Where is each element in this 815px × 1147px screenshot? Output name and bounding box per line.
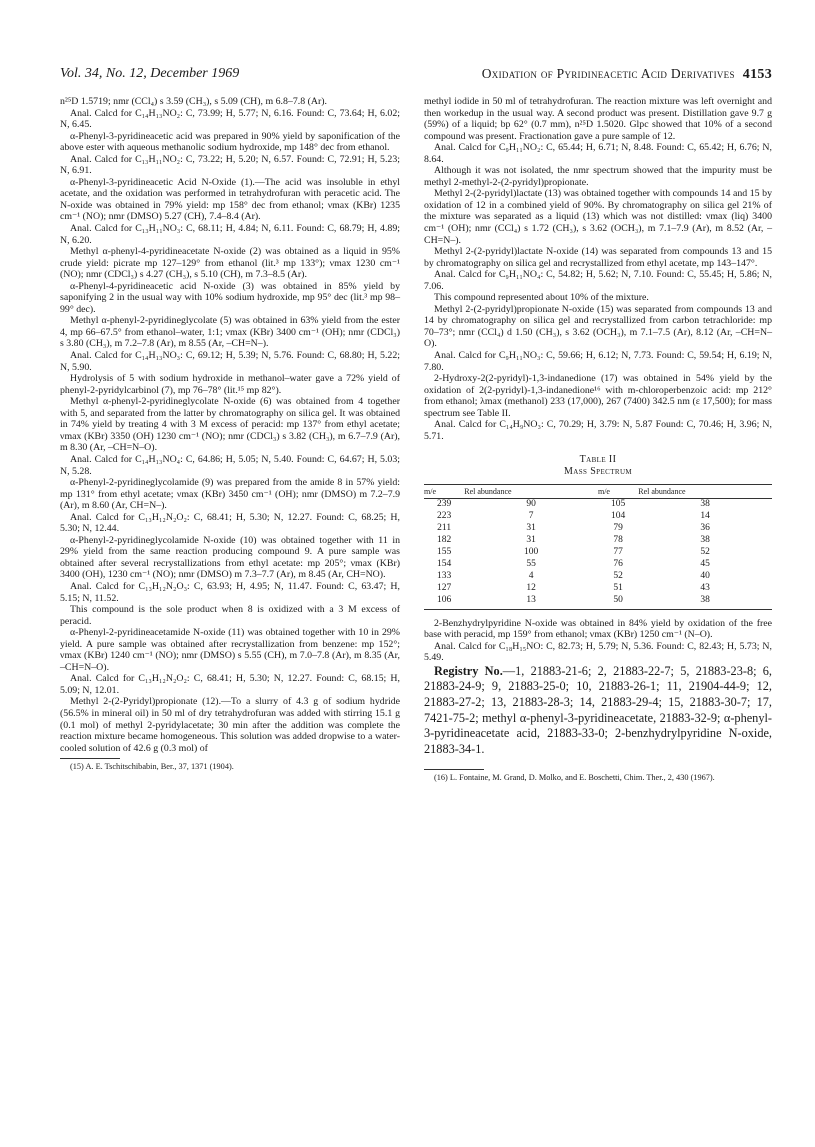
column-header: m/e [598, 485, 638, 499]
paragraph: Anal. Calcd for C₁₃H₁₂N₂O₂: C, 68.41; H, 5.30; N, 12.27. Found: C, 68.25; H, 5.30; N, 12.44. [60, 511, 400, 535]
paragraph: α-Phenyl-3-pyridineacetic Acid N-Oxide (1).—The acid was insoluble in ethyl acetate, and the oxidation was performed in tetrahydrofuran with peracetic acid. The N-oxide was obtained in 79% yield: mp 158° dec from ethanol; νmax (KBr) 1235 cm⁻¹ (NO); nmr (DMSO) 5.27 (CH), 7.4–8.4 (Ar). [60, 176, 400, 223]
right-column [424, 96, 772, 783]
table-cell: 154 [437, 558, 452, 569]
paragraph: Anal. Calcd for C₉H₁₁NO₃: C, 59.66; H, 6.12; N, 7.73. Found: C, 59.54; H, 6.19; N, 7.80. [424, 350, 772, 373]
column-header: Rel abundance [464, 485, 598, 499]
table-cell: 100 [524, 547, 539, 558]
table-row [424, 583, 772, 595]
journal-info: Vol. 34, No. 12, December 1969 [60, 66, 240, 81]
paragraph: Anal. Calcd for C₁₃H₁₂N₂O₃: C, 63.93; H, 4.95; N, 11.47. Found: C, 63.47; H, 5.15; N, 11.52. [60, 580, 400, 604]
table-cell: 14 [700, 511, 710, 522]
table-cell: 4 [528, 570, 534, 581]
paragraph: Anal. Calcd for C₉H₁₁NO₂: C, 65.44; H, 6.71; N, 8.48. Found: C, 65.42; H, 6.76; N, 8.64. [424, 142, 772, 165]
running-title-text: Oxidation of Pyridineacetic Acid Derivatives [481, 66, 735, 81]
footnote-divider [424, 769, 484, 770]
table-cell: 13 [464, 595, 598, 609]
paragraph: Methyl 2-(2-pyridyl)lactate N-oxide (14) was separated from compounds 13 and 15 by chromatography on silica gel and recrystallized from ethyl acetate, mp 143–147°. [424, 246, 772, 269]
table-cell: 12 [526, 582, 536, 593]
table-cell: 31 [526, 523, 536, 534]
paragraph: Methyl α-phenyl-4-pyridineacetate N-oxide (2) was obtained as a liquid in 95% crude yield: picrate mp 127–129° from ethanol (lit.³ mp 133°); νmax 1230 cm⁻¹ (NO); nmr (CDCl₃) s 4.27 (CH₃), s 5.10 (CH), m 7.3–8.5 (Ar). [60, 246, 400, 281]
paragraph: methyl iodide in 50 ml of tetrahydrofuran. The reaction mixture was left overnight and then workedup in the usual way. A second product was present. Distillation gave 9.7 g (59%) of a liquid; bp 62° (0.7 mm), n²⁵D 1.5020. Glpc showed that 10% of a second compound was present. Fractionation gave a pure sample of 12. [424, 96, 772, 142]
table-cell: 7 [528, 511, 534, 522]
paragraph: Anal. Calcd for C₁₃H₁₁NO₂: C, 73.22; H, 5.20; N, 6.57. Found: C, 72.91; H, 5.23; N, 6.91. [60, 153, 400, 177]
paragraph: Although it was not isolated, the nmr spectrum showed that the impurity must be methyl 2-methyl-2-(2-pyridyl)propionate. [424, 165, 772, 188]
paragraph: Anal. Calcd for C₉H₁₁NO₄: C, 54.82; H, 5.62; N, 7.10. Found: C, 55.45; H, 5.86; N, 7.06. [424, 269, 772, 292]
table-row [424, 535, 772, 547]
paragraph: Methyl 2-(2-pyridyl)propionate N-oxide (15) was separated from compounds 13 and 14 by chromatography on silica gel and recrystallized from carbon tetrachloride: mp 70–73°; nmr (CCl₄) d 1.50 (CH₃), s 3.62 (OCH₃), m 7.1–7.5 (Ar), 8.12 (Ar, –CH=N–O). [424, 303, 772, 350]
paragraph: Anal. Calcd for C₁₄H₁₃NO₃: C, 69.12; H, 5.39; N, 5.76. Found: C, 68.80; H, 5.22; N, 5.90. [60, 350, 400, 373]
registry-label: Registry No. [434, 663, 503, 678]
table-cell: 223 [437, 511, 452, 522]
table-cell: 90 [526, 499, 536, 510]
column-header: m/e [424, 485, 464, 499]
paragraph: 2-Benzhydrylpyridine N-oxide was obtained in 84% yield by oxidation of the free base with peracid, mp 159° from ethanol; νmax (KBr) 1250 cm⁻¹ (N–O). [424, 617, 772, 641]
paragraph: α-Phenyl-2-pyridineglycolamide N-oxide (10) was obtained together with 11 in 29% yield from the same reaction producing compound 9. A pure sample was obtained after several recrystallizations from ethyl acetate: mp 205°; νmax (KBr) 3400 (OH), 1230 cm⁻¹ (NO); nmr (DMSO) m 7.3–7.7 (Ar), m 8.45 (Ar, CH=NO). [60, 534, 400, 581]
footnote: (15) A. E. Tschitschibabin, Ber., 37, 1371 (1904). [70, 762, 234, 772]
paragraph: Anal. Calcd for C₁₄H₉NO₃: C, 70.29; H, 3.79: N, 5.87 Found: C, 70.46; H, 3.96; N, 5.71. [424, 419, 772, 442]
table-cell: 76 [613, 558, 623, 569]
table-cell: 239 [437, 499, 452, 510]
table-row [424, 559, 772, 571]
footnote-divider [60, 758, 120, 759]
table-row [424, 547, 772, 559]
paragraph: This compound is the sole product when 8 is oxidized with a 3 M excess of peracid. [60, 604, 400, 627]
registry-numbers [424, 664, 772, 758]
table-cell: 43 [700, 582, 710, 593]
table-cell: 52 [613, 570, 623, 581]
paragraph: Anal. Calcd for C₁₄H₁₃NO₂: C, 73.99; H, 5.77; N, 6.16. Found: C, 73.64; H, 6.02; N, 6.45. [60, 107, 400, 131]
table-cell: 211 [437, 523, 452, 534]
table-cell: 106 [424, 595, 464, 609]
registry-text: —1, 21883-21-6; 2, 21883-22-7; 5, 21883-23-8; 6, 21883-24-9; 9, 21883-25-0; 10, 21883-26-1; 11, 21904-44-9; 12, 21883-27-2; 13, 21883-28-3; 14, 21883-29-4; 15, 21883-30-7; 17, 7421-75-2; methyl α-phenyl-3-pyridineacetate, 21883-32-9; α-phenyl-3-pyridineacetate acid, 21883-33-0; 2-benzhydrylpyridine N-oxide, 21883-34-1. [424, 663, 773, 756]
table-row [424, 523, 772, 535]
table-cell: 38 [638, 595, 772, 609]
paragraph: Hydrolysis of 5 with sodium hydroxide in methanol–water gave a 72% yield of phenyl-2-pyridylcarbinol (7), mp 76–78° (lit.¹⁵ mp 82°). [60, 373, 400, 396]
paragraph: α-Phenyl-2-pyridineglycolamide (9) was prepared from the amide 8 in 57% yield: mp 131° from ethyl acetate; νmax (KBr) 3450 cm⁻¹ (OH); nmr (DMSO) m 7.2–7.9 (Ar), m 8.60 (Ar, CH=N–). [60, 477, 400, 512]
table-cell: 40 [700, 570, 710, 581]
table-row [424, 499, 772, 511]
table-cell: 36 [700, 523, 710, 534]
table-cell: 31 [526, 535, 536, 546]
table-cell: 55 [526, 558, 536, 569]
column-header: Rel abundance [638, 485, 772, 499]
paragraph: Methyl 2-(2-pyridyl)lactate (13) was obtained together with compounds 14 and 15 by oxidation of 12 in a combined yield of 90%. By chromatography on silica gel 21% of the mixture was separated as a liquid (13) which was not distilled: νmax (liq) 3400 cm⁻¹ (OH); nmr (CCl₄) s 1.72 (CH₃), s 3.62 (OCH₃), m 7.1–7.9 (Ar), m 8.52 (Ar, –CH=N–). [424, 188, 772, 246]
table-body [424, 499, 772, 609]
paragraph: n²⁵D 1.5719; nmr (CCl₄) s 3.59 (CH₃), s 5.09 (CH), m 6.8–7.8 (Ar). [60, 96, 327, 107]
paragraph: Anal. Calcd for C₁₃H₁₁NO₃: C, 68.11; H, 4.84; N, 6.11. Found: C, 68.79; H, 4.89; N, 6.20. [60, 223, 400, 246]
paragraph: Methyl α-phenyl-2-pyridineglycolate (5) was obtained in 63% yield from the ester 4, mp 66–67.5° from ethanol–water, 1:1; νmax (KBr) 3400 cm⁻¹ (OH); nmr (CDCl₃) s 3.80 (CH₃), m 7.2–7.8 (Ar), m 8.55 (Ar, –CH=N–). [60, 315, 400, 350]
paragraph: Anal. Calcd for C₁₈H₁₅NO: C, 82.73; H, 5.79; N, 5.36. Found: C, 82.43; H, 5.73; N, 5.49. [424, 640, 772, 664]
page-header [60, 66, 772, 86]
table-cell: 52 [700, 547, 710, 558]
mass-spectrum-table [424, 484, 772, 609]
running-title [482, 66, 772, 83]
table-cell: 38 [700, 499, 710, 510]
table-cell: 104 [610, 511, 626, 522]
page-number: 4153 [742, 67, 772, 82]
table-cell: 133 [437, 570, 452, 581]
table-cell: 79 [613, 523, 623, 534]
table-cell: 127 [437, 582, 452, 593]
paragraph: This compound represented about 10% of the mixture. [434, 292, 649, 304]
paragraph: α-Phenyl-3-pyridineacetic acid was prepared in 90% yield by saponification of the above ester with aqueous methanolic sodium hydroxide, mp 148° dec from ethanol. [60, 130, 400, 154]
table-cell: 45 [700, 558, 710, 569]
table-cell: 182 [437, 535, 452, 546]
table-row [424, 511, 772, 523]
paragraph: Methyl 2-(2-Pyridyl)propionate (12).—To a slurry of 4.3 g of sodium hydride (56.5% in mineral oil) in 50 ml of dry tetrahydrofuran was added with stirring 15.1 g (0.1 mol) of methyl 2-pyridylacetate; 30 min after the addition was complete the reaction mixture became homogeneous. This solution was added dropwise to a water-cooled solution of 42.6 g (0.3 mol) of [60, 696, 400, 754]
table-subtitle: Mass Spectrum [563, 466, 633, 478]
left-column [60, 96, 400, 772]
paragraph: Anal. Calcd for C₁₄H₁₃NO₄: C, 64.86; H, 5.05; N, 5.40. Found: C, 64.67; H, 5.03; N, 5.28. [60, 453, 400, 477]
paragraph: α-Phenyl-2-pyridineacetamide N-oxide (11) was obtained together with 10 in 29% yield. A pure sample was obtained after recrystallization from benzene: mp 152°; νmax (KBr) 1240 cm⁻¹ (NO); nmr (DMSO) s 5.55 (CH), m 7.0–7.8 (Ar), m 8.35 (Ar, –CH=N–O). [60, 627, 400, 673]
table-cell: 78 [613, 535, 623, 546]
table-cell: 51 [613, 582, 623, 593]
table-cell: 155 [437, 547, 452, 558]
table-cell: 77 [613, 547, 623, 558]
paragraph: α-Phenyl-4-pyridineacetic acid N-oxide (3) was obtained in 85% yield by saponifying 2 in the usual way with 10% sodium hydroxide, mp 95° dec (lit.³ mp 98–99° dec). [60, 280, 400, 315]
table-row [424, 595, 772, 609]
footnote: (16) L. Fontaine, M. Grand, D. Molko, and E. Boschetti, Chim. Ther., 2, 430 (1967). [434, 773, 715, 783]
table-row [424, 571, 772, 583]
table-cell: 105 [610, 499, 626, 510]
table-cell: 38 [700, 535, 710, 546]
paragraph: Anal. Calcd for C₁₃H₁₂N₂O₂: C, 68.41; H, 5.30; N, 12.27. Found: C, 68.15; H, 5.09; N, 12.01. [60, 673, 400, 696]
paragraph: Methyl α-phenyl-2-pyridineglycolate N-oxide (6) was obtained from 4 together with 5, and separated from the latter by chromatography on silica gel. It was obtained in 74% yield by treating 4 with 3 M excess of peracid: mp 137° from ethyl acetate; νmax (KBr) 3350 (OH) 1230 cm⁻¹ (NO); nmr (CDCl₃) s 3.82 (CH₃), m 6.7–7.9 (Ar), m 8.30 (Ar, –CH=N–O). [60, 396, 400, 454]
table-title: Table II [579, 454, 617, 466]
table-cell: 50 [598, 595, 638, 609]
mass-spectrum-table-block [424, 454, 772, 609]
paragraph: 2-Hydroxy-2(2-pyridyl)-1,3-indanedione (17) was obtained in 54% yield by the oxidation of 2(2-pyridyl)-1,3-indanedione¹⁶ with m-chloroperbenzoic acid: mp 212° from ethanol; λmax (methanol) 233 (17,000), 267 (7400) 342.5 nm (ε 17,500); for mass spectrum see Table II. [424, 373, 772, 419]
